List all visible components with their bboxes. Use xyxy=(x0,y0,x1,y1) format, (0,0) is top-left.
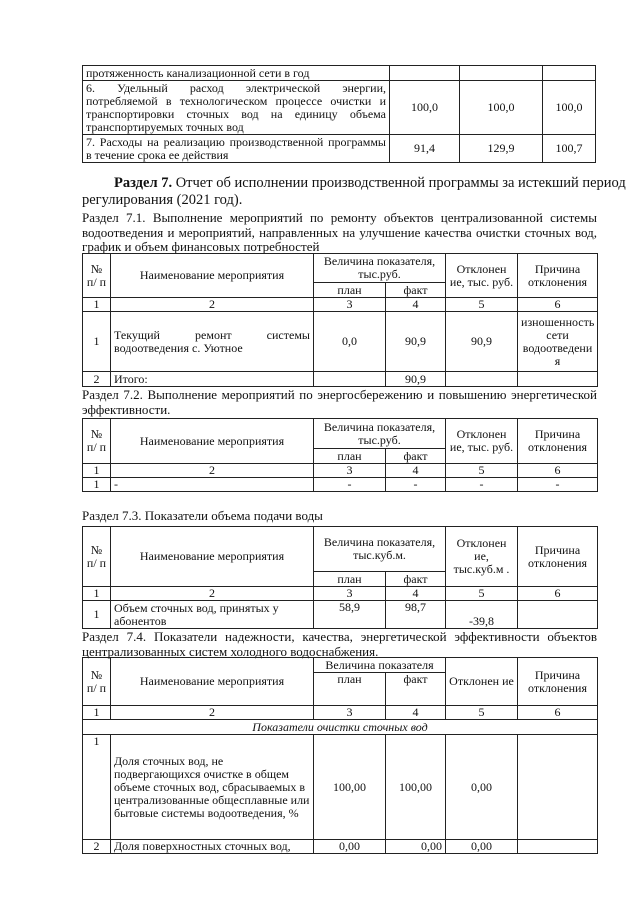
col-header-no: № п/ п xyxy=(83,658,111,706)
table-row: 2 Доля поверхностных сточных вод, 0,00 0,00 0,00 xyxy=(83,840,598,854)
col-header-reason: Причина отклонения xyxy=(518,527,598,587)
col-header-fact: факт xyxy=(386,673,446,706)
row6-value-3: 100,0 xyxy=(543,81,596,135)
col-header-no: № п/ п xyxy=(83,527,111,587)
col-header-value: Величина показателя, тыс.руб. xyxy=(314,419,446,449)
col-header-deviation: Отклонен ие xyxy=(446,658,518,706)
col-header-name: Наименование мероприятия xyxy=(111,527,314,587)
table-7-4 xyxy=(82,657,598,854)
col-header-plan: план xyxy=(314,673,386,706)
row-name: Объем сточных вод, принятых у абонентов xyxy=(111,601,314,629)
column-number-row: 1 2 3 4 5 6 xyxy=(83,587,598,601)
row7-value-1: 91,4 xyxy=(390,135,460,163)
section-7-4-text: Раздел 7.4. Показатели надежности, качества, энергетической эффективности объектов централизованных систем холодного водоснабжения. xyxy=(82,629,597,659)
col-header-reason: Причина отклонения xyxy=(518,254,598,298)
row-reason: изношенность сети водоотведени я xyxy=(518,312,598,372)
col-header-plan: план xyxy=(314,283,386,298)
col-header-no: № п/ п xyxy=(83,254,111,298)
table-row xyxy=(83,66,596,81)
table-7-1 xyxy=(82,253,598,387)
column-number-row: 1 2 3 4 5 6 xyxy=(83,298,598,312)
table-row xyxy=(83,135,596,163)
col-header-fact: факт xyxy=(386,283,446,298)
row6-label: 6. Удельный расход электрической энергии, потребляемой в технологическом процессе очистки и транспортировки сточных вод на единицу объема транспортируемых точных вод xyxy=(83,81,390,135)
column-number-row: 1 2 3 4 5 6 xyxy=(83,464,598,478)
col-header-deviation: Отклонен ие, тыс. руб. xyxy=(446,419,518,464)
section-7-3-title: Раздел 7.3. Показатели объема подачи воды xyxy=(82,508,323,523)
table-row: 1 Доля сточных вод, не подвергающихся очистке в общем объеме сточных вод, сбрасываемых в централизованные общесплавные или бытовые системы водоотведения, % 100,00 100,00 0,00 xyxy=(83,735,598,840)
table-7-2 xyxy=(82,418,598,492)
row7-value-2: 129,9 xyxy=(460,135,543,163)
column-number-row: 1 2 3 4 5 6 xyxy=(83,706,598,720)
table-row: 1 - - - - - xyxy=(83,478,598,492)
row6-value-2: 100,0 xyxy=(460,81,543,135)
col-header-plan: план xyxy=(314,449,386,464)
section-7-number: Раздел 7. xyxy=(114,175,173,191)
table-row: 1 Объем сточных вод, принятых у абонентов 58,9 98,7 -39,8 xyxy=(83,601,598,629)
table-7-3 xyxy=(82,526,598,629)
row7-label: 7. Расходы на реализацию производственной программы в течение срока ее действия xyxy=(83,135,390,163)
row-name: Доля поверхностных сточных вод, xyxy=(111,840,314,854)
top-table xyxy=(82,65,596,163)
col-header-no: № п/ п xyxy=(83,419,111,464)
row7-value-3: 100,7 xyxy=(543,135,596,163)
row-name: Текущий ремонт системы водоотведения с. Уютное xyxy=(111,312,314,372)
col-header-deviation: Отклонен ие, тыс. руб. xyxy=(446,254,518,298)
row-network-label: протяженность канализационной сети в год xyxy=(83,66,390,81)
col-header-name: Наименование мероприятия xyxy=(111,419,314,464)
col-header-deviation: Отклонен ие, тыс.куб.м . xyxy=(446,527,518,587)
section-7-title: Отчет об исполнении производственной программы за истекший период xyxy=(175,175,626,191)
col-header-fact: факт xyxy=(386,449,446,464)
section-7-2-text: Раздел 7.2. Выполнение мероприятий по энергосбережению и повышению энергетической эффективности. xyxy=(82,387,597,417)
col-header-fact: факт xyxy=(386,572,446,587)
table-row-total: 2 Итого: 90,9 xyxy=(83,372,598,387)
row-name: Доля сточных вод, не подвергающихся очистке в общем объеме сточных вод, сбрасываемых в централизованные общесплавные или бытовые системы водоотведения, % xyxy=(111,735,314,840)
col-header-name: Наименование мероприятия xyxy=(111,254,314,298)
section-7-1-text: Раздел 7.1. Выполнение мероприятий по ремонту объектов централизованной системы водоотведения и мероприятий, направленных на улучшение качества очистки сточных вод, график и объем финансовых потребностей xyxy=(82,210,597,254)
section-7-title-cont: регулирования (2021 год). xyxy=(82,192,243,208)
col-header-value: Величина показателя, тыс.куб.м. xyxy=(314,527,446,572)
group-row xyxy=(83,720,598,735)
col-header-value: Величина показателя, тыс.руб. xyxy=(314,254,446,283)
col-header-name: Наименование мероприятия xyxy=(111,658,314,706)
group-title: Показатели очистки сточных вод xyxy=(83,720,598,735)
col-header-reason: Причина отклонения xyxy=(518,419,598,464)
section-7-heading xyxy=(82,175,626,209)
table-row xyxy=(83,81,596,135)
row6-value-1: 100,0 xyxy=(390,81,460,135)
col-header-value: Величина показателя xyxy=(314,658,446,673)
table-row: 1 Текущий ремонт системы водоотведения с. Уютное 0,0 90,9 90,9 изношенность сети водоотведени я xyxy=(83,312,598,372)
col-header-reason: Причина отклонения xyxy=(518,658,598,706)
col-header-plan: план xyxy=(314,572,386,587)
